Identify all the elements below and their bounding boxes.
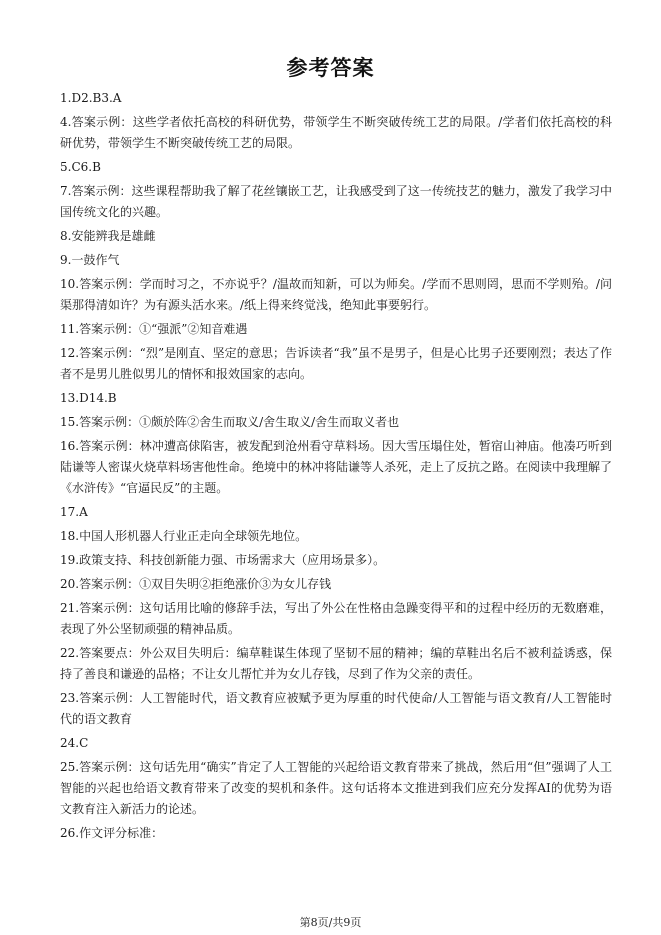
answer-7: 7.答案示例：这些课程帮助我了解了花丝镶嵌工艺，让我感受到了这一传统技艺的魅力，激发了我学习中国传统文化的兴趣。 <box>60 184 612 219</box>
answer-25: 25.答案示例：这句话先用“确实”肯定了人工智能的兴起给语文教育带来了挑战，然后用“但”强调了人工智能的兴起也给语文教育带来了改变的契机和条件。这句话将本文推进到我们应充分发挥AI的优势为语文教育注入新活力的论述。 <box>60 760 612 816</box>
answer-10: 10.答案示例：学而时习之，不亦说乎？/温故而知新，可以为师矣。/学而不思则罔，思而不学则殆。/问渠那得清如许？为有源头活水来。/纸上得来终觉浅，绝知此事要躬行。 <box>60 277 612 312</box>
answer-15: 15.答案示例：①颇於阵②舍生而取义/舍生取义/舍生而取义者也 <box>60 415 400 429</box>
answer-12: 12.答案示例：“烈”是刚直、坚定的意思；告诉读者“我”虽不是男子，但是心比男子还要刚烈；表达了作者不是男儿胜似男儿的情怀和报效国家的志向。 <box>60 346 612 381</box>
page-number: 第8页/共9页 <box>299 916 362 929</box>
answer-21: 21.答案示例：这句话用比喻的修辞手法，写出了外公在性格由急躁变得平和的过程中经历的无数磨难，表现了外公坚韧顽强的精神品质。 <box>60 601 612 636</box>
answer-16: 16.答案示例：林冲遭高俅陷害，被发配到沧州看守草料场。因大雪压塌住处，暂宿山神庙。他凑巧听到陆谦等人密谋火烧草料场害他性命。绝境中的林冲将陆谦等人杀死，走上了反抗之路。在阅读中我理解了《水浒传》“官逼民反”的主题。 <box>60 439 613 495</box>
answer-22: 22.答案要点：外公双目失明后：编草鞋谋生体现了坚韧不屈的精神；编的草鞋出名后不被利益诱惑，保持了善良和谦逊的品格；不让女儿帮忙并为女儿存钱，尽到了作为父亲的责任。 <box>60 646 612 681</box>
answer-1-3: 1.D2.B3.A <box>60 91 122 105</box>
answer-26: 26.作文评分标准： <box>60 826 164 840</box>
answer-24: 24.C <box>60 736 89 750</box>
answer-9: 9.一鼓作气 <box>60 253 120 267</box>
page-title: 参考答案 <box>286 56 375 80</box>
answer-4: 4.答案示例：这些学者依托高校的科研优势，带领学生不断突破传统工艺的局限。/学者们依托高校的科研优势，带领学生不断突破传统工艺的局限。 <box>60 115 612 150</box>
answer-5-6: 5.C6.B <box>60 160 101 174</box>
answer-20: 20.答案示例：①双目失明②拒绝涨价③为女儿存钱 <box>60 577 332 591</box>
answer-17: 17.A <box>60 505 88 519</box>
answer-13-14: 13.D14.B <box>60 391 117 405</box>
answer-23: 23.答案示例：人工智能时代，语文教育应被赋予更为厚重的时代使命/人工智能与语文教育/人工智能时代的语文教育 <box>60 691 612 726</box>
answer-19: 19.政策支持、科技创新能力强、市场需求大（应用场景多）。 <box>60 553 386 567</box>
answer-8: 8.安能辨我是雄雌 <box>60 229 156 243</box>
answer-11: 11.答案示例：①“强派”②知音难遇 <box>60 322 248 336</box>
answer-18: 18.中国人形机器人行业正走向全球领先地位。 <box>60 529 308 543</box>
answer-list <box>60 88 612 847</box>
